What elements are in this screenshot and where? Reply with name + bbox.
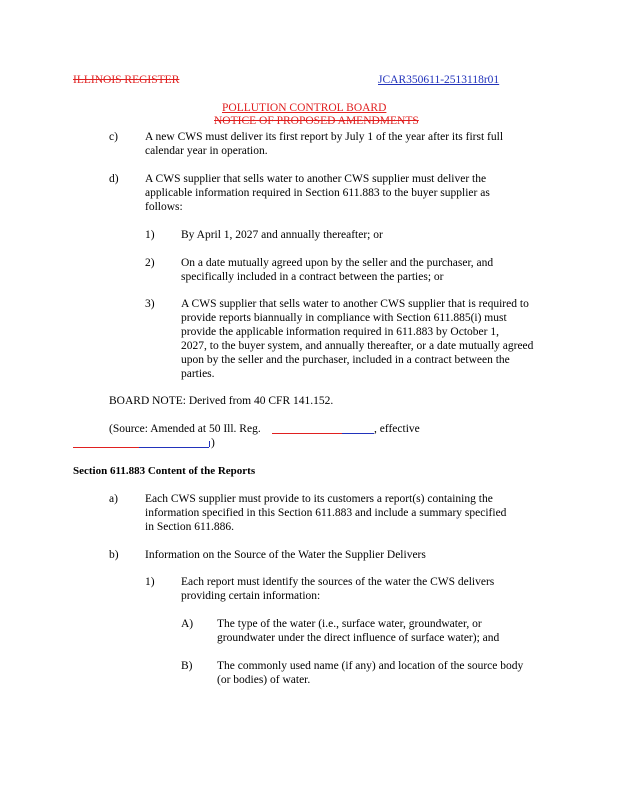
- section-a-line2: information specified in this Section 611.883 and include a summary specified: [145, 507, 507, 519]
- item-d3-line4: 2027, to the buyer system, and annually thereafter, or a date mutually agreed: [181, 340, 534, 352]
- reg-blank-blue: [342, 433, 374, 434]
- register-header: ILLINOIS REGISTER: [73, 74, 180, 86]
- item-d3-line6: parties.: [181, 368, 215, 380]
- document-code: JCAR350611-2513118r01: [378, 74, 500, 86]
- item-c-line2: calendar year in operation.: [145, 145, 268, 157]
- section-b1-line1: Each report must identify the sources of the water the CWS delivers: [181, 576, 495, 588]
- section-bA-line2: groundwater under the direct influence of surface water); and: [217, 632, 500, 644]
- item-d3-line2: provide reports biannually in compliance with Section 611.885(i) must: [181, 312, 507, 324]
- notice-title: NOTICE OF PROPOSED AMENDMENTS: [214, 115, 419, 127]
- section-bB-label: B): [181, 660, 193, 672]
- source-effective: , effective: [374, 423, 420, 435]
- item-c-label: c): [109, 131, 118, 143]
- item-d2-label: 2): [145, 257, 155, 269]
- item-d-label: d): [109, 173, 119, 185]
- section-b1-line2: providing certain information:: [181, 590, 321, 602]
- reg-blank-red: [272, 433, 342, 434]
- section-a-label: a): [109, 493, 118, 505]
- section-bA-label: A): [181, 618, 194, 630]
- item-d1-line1: By April 1, 2027 and annually thereafter; or: [181, 229, 383, 241]
- effective-blank-blue: [139, 447, 209, 448]
- section-b-line1: Information on the Source of the Water the Supplier Delivers: [145, 549, 426, 561]
- board-note: BOARD NOTE: Derived from 40 CFR 141.152.: [109, 395, 334, 407]
- section-b1-label: 1): [145, 576, 155, 588]
- item-c-line1: A new CWS must deliver its first report by July 1 of the year after its first full: [145, 131, 504, 143]
- item-d2-line1: On a date mutually agreed upon by the seller and the purchaser, and: [181, 257, 494, 269]
- section-a-line1: Each CWS supplier must provide to its customers a report(s) containing the: [145, 493, 493, 505]
- effective-blank-red: [73, 447, 139, 448]
- item-d-line2: applicable information required in Section 611.883 to the buyer supplier as: [145, 187, 490, 199]
- section-bB-line1: The commonly used name (if any) and location of the source body: [217, 660, 524, 672]
- item-d2-line2: specifically included in a contract between the parties; or: [181, 271, 444, 283]
- effective-blank-tick: [209, 441, 210, 447]
- item-d3-label: 3): [145, 298, 155, 310]
- item-d1-label: 1): [145, 229, 155, 241]
- item-d-line1: A CWS supplier that sells water to another CWS supplier must deliver the: [145, 173, 487, 185]
- section-heading: Section 611.883 Content of the Reports: [73, 465, 256, 477]
- section-bA-line1: The type of the water (i.e., surface water, groundwater, or: [217, 618, 482, 630]
- source-citation: (Source: Amended at 50 Ill. Reg.: [109, 423, 261, 435]
- item-d3-line1: A CWS supplier that sells water to another CWS supplier that is required to: [181, 298, 529, 310]
- item-d3-line3: provide the applicable information required in 611.883 by October 1,: [181, 326, 499, 338]
- section-b-label: b): [109, 549, 119, 561]
- section-a-line3: in Section 611.886.: [145, 521, 235, 533]
- source-close: ): [211, 437, 215, 449]
- section-bB-line2: (or bodies) of water.: [217, 674, 311, 686]
- agency-title: POLLUTION CONTROL BOARD: [222, 102, 387, 114]
- item-d3-line5: upon by the seller and the purchaser, included in a contract between the: [181, 354, 510, 366]
- item-d-line3: follows:: [145, 201, 183, 213]
